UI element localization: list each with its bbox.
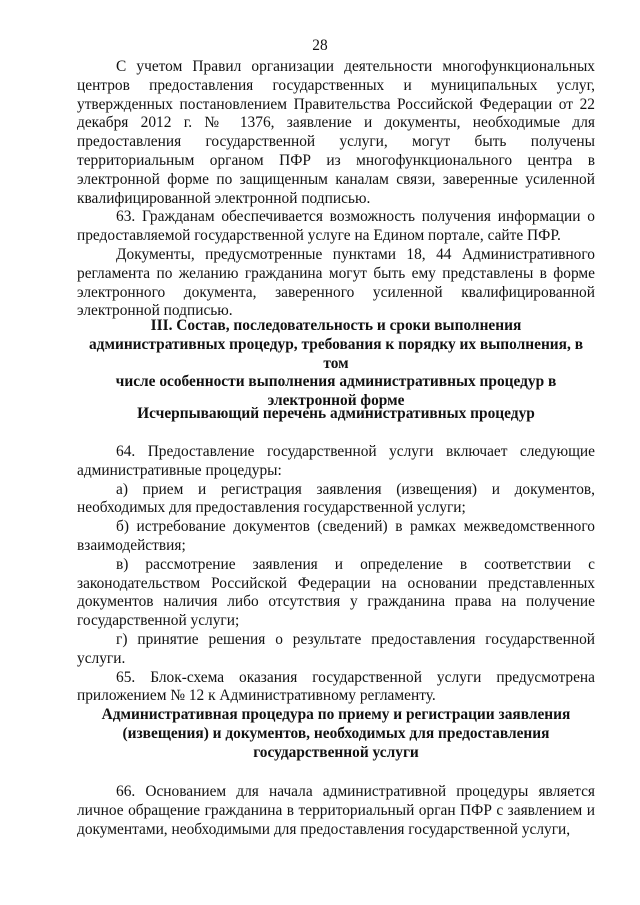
subheading-line: (извещения) и документов, необходимых для предоставления: [122, 724, 550, 742]
bottom-text-block: [77, 783, 595, 839]
section-heading: [77, 317, 595, 411]
middle-text-block: [77, 443, 595, 706]
list-item-b: б) истребование документов (сведений) в рамках межведомственного взаимодействия;: [77, 518, 595, 554]
paragraph-66: 66. Основанием для начала административной процедуры является личное обращение гражданина в территориальный орган ПФР с заявлением и документами, необходимыми для предоставления государственной услуги,: [77, 783, 595, 838]
paragraph-65: 65. Блок-схема оказания государственной услуги предусмотрена приложением № 12 к Административному регламенту.: [77, 668, 595, 705]
list-item-a: а) прием и регистрация заявления (извещения) и документов, необходимых для предоставления государственной услуги;: [77, 480, 595, 517]
subheading-procedures-list: [77, 405, 595, 424]
subheading-line: государственной услуги: [253, 743, 419, 761]
section-heading-line: числе особенности выполнения административных процедур в: [115, 373, 557, 391]
paragraph-63: 63. Гражданам обеспечивается возможность получения информации о предоставляемой государственной услуге на Едином портале, сайте ПФР.: [77, 208, 595, 245]
list-item-g: г) принятие решения о результате предоставления государственной услуги.: [77, 630, 595, 667]
paragraph-documents: Документы, предусмотренные пунктами 18, 44 Административного регламента по желанию гражданина могут быть ему представлены в форме электронного документа, заверенного усиленной квалифицированной электронной подписью.: [77, 245, 595, 320]
page-number: 28: [312, 37, 328, 54]
section-heading-line: электронной форме: [267, 392, 405, 410]
top-text-block: [77, 58, 595, 321]
subheading-line: Административная процедура по приему и регистрации заявления: [101, 706, 571, 723]
section-heading-line: административных процедур, требования к порядку их выполнения, в том: [88, 335, 584, 372]
subheading-reception: [77, 706, 595, 762]
paragraph-mfc: С учетом Правил организации деятельности многофункциональных центров предоставления государственных и муниципальных услуг, утвержденных постановлением Правительства Российской Федерации от 22 декабря 2012 г. № 1376, заявление и документы, необходимые для предоставления государственной услуги, могут быть получены территориальным органом ПФР из многофункционального центра в электронной форме по защищенным каналам связи, заверенные усиленной квалифицированной электронной подписью.: [77, 58, 595, 207]
paragraph-64: 64. Предоставление государственной услуги включает следующие административные процедуры:: [77, 443, 595, 479]
section-heading-line: III. Состав, последовательность и сроки выполнения: [150, 317, 522, 334]
subheading-line: Исчерпывающий перечень административных процедур: [137, 405, 535, 422]
list-item-v: в) рассмотрение заявления и определение в соответствии с законодательством Российской Федерации на основании представленных документов наличия либо отсутствия у гражданина права на получение государственной услуги;: [77, 555, 595, 630]
